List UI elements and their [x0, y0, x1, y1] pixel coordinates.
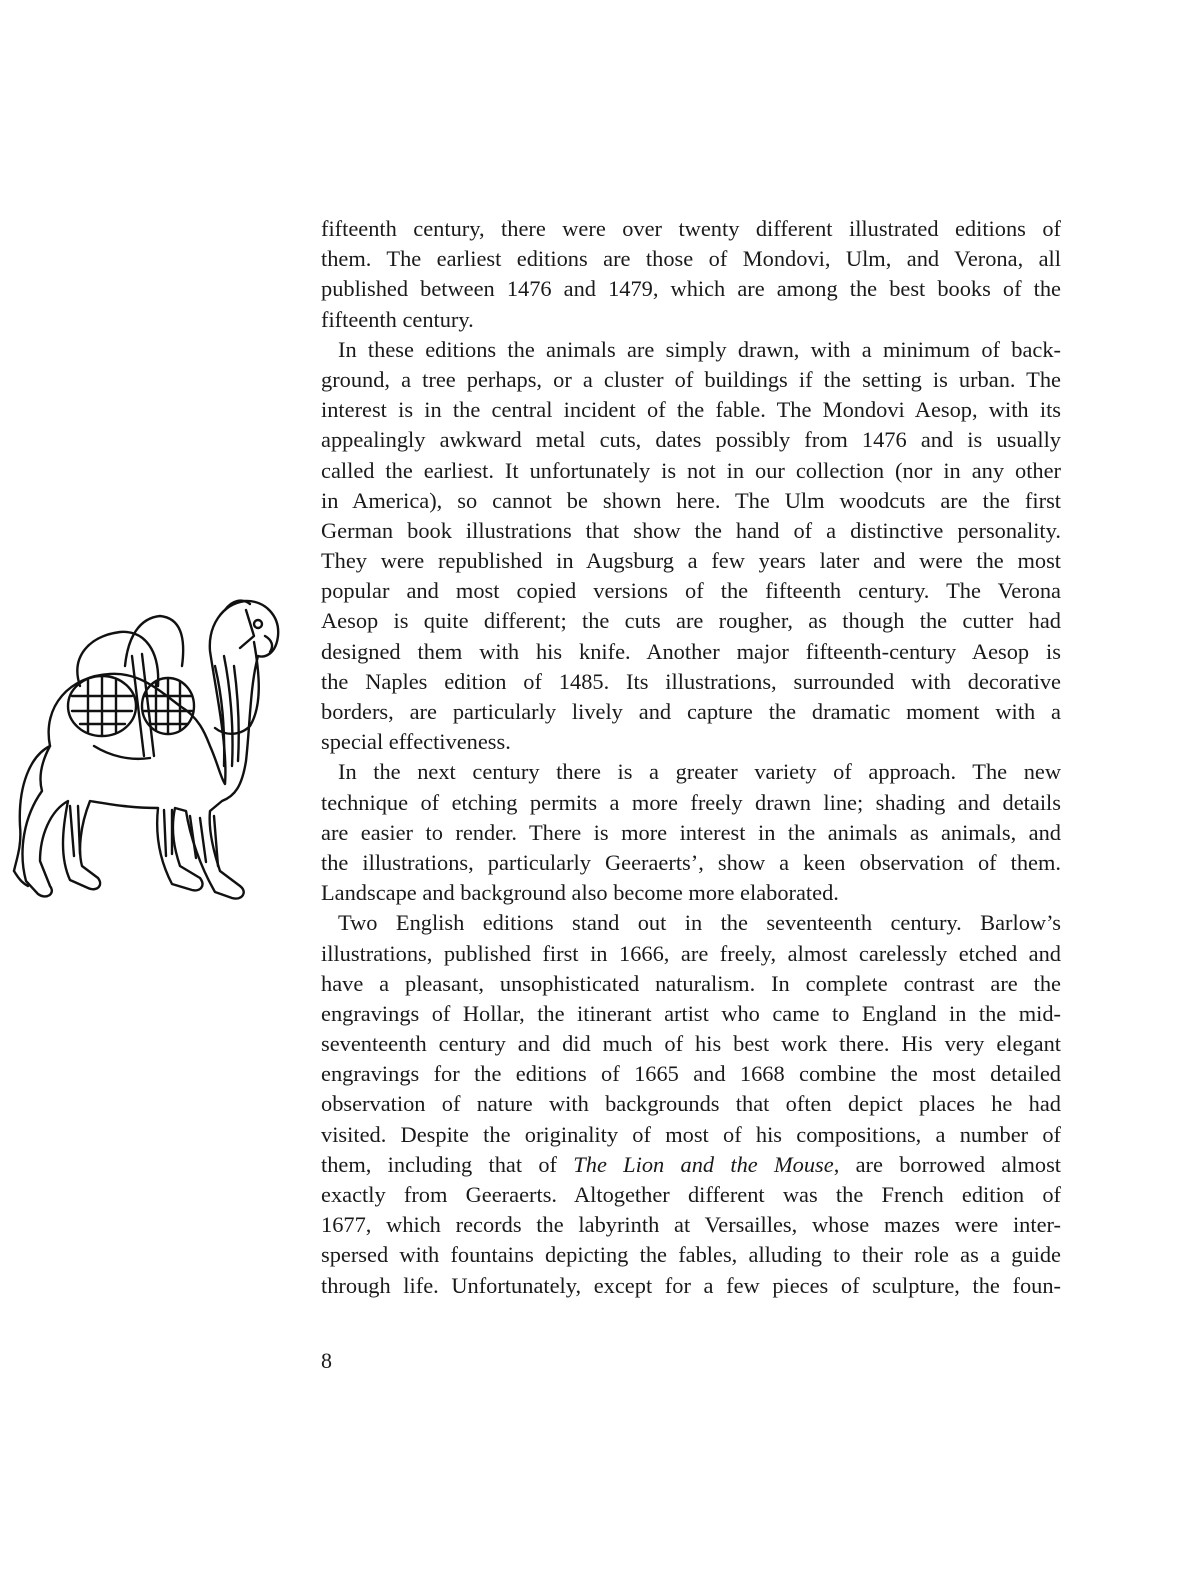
body-line: them. The earliest editions are those of Mondovi, Ulm, and Verona, all — [321, 246, 1061, 272]
body-line-text: , are borrowed almost — [833, 1151, 1061, 1177]
body-line: ground, a tree perhaps, or a cluster of buildings if the setting is urban. The — [321, 366, 1061, 392]
body-line: have a pleasant, unsophisticated naturalism. In complete contrast are the — [321, 970, 1061, 996]
body-line: the Naples edition of 1485. Its illustrations, surrounded with decorative — [321, 668, 1061, 694]
body-line-text: them, including that of — [321, 1151, 574, 1177]
body-line: called the earliest. It unfortunately is not in our collection (nor in any other — [321, 457, 1061, 483]
body-line: Landscape and background also become more elaborated. — [321, 880, 839, 906]
body-line: German book illustrations that show the hand of a distinctive personality. — [321, 517, 1061, 543]
body-line: In these editions the animals are simply drawn, with a minimum of back- — [338, 336, 1061, 362]
body-line: published between 1476 and 1479, which are among the best books of the — [321, 276, 1061, 302]
body-line: They were republished in Augsburg a few years later and were the most — [321, 548, 1061, 574]
body-line: borders, are particularly lively and capture the dramatic moment with a — [321, 699, 1061, 724]
body-line: through life. Unfortunately, except for a few pieces of sculpture, the foun- — [321, 1272, 1061, 1298]
body-line: spersed with fountains depicting the fables, alluding to their role as a guide — [321, 1242, 1061, 1268]
body-line: illustrations, published first in 1666, are freely, almost carelessly etched and — [321, 940, 1061, 966]
body-line: Aesop is quite different; the cuts are rougher, as though the cutter had — [321, 608, 1061, 634]
body-line: designed them with his knife. Another major fifteenth-century Aesop is — [321, 638, 1061, 664]
body-line — [321, 1150, 1061, 1180]
body-line: fifteenth century. — [321, 306, 474, 332]
body-line: seventeenth century and did much of his best work there. His very elegant — [321, 1031, 1061, 1057]
body-line: technique of etching permits a more freely drawn line; shading and details — [321, 789, 1061, 815]
body-text — [321, 214, 1061, 1301]
body-line: visited. Despite the originality of most of his compositions, a number of — [321, 1121, 1061, 1147]
book-title: The Lion and the Mouse — [573, 1151, 834, 1177]
body-line: appealingly awkward metal cuts, dates possibly from 1476 and is usually — [321, 427, 1061, 453]
body-line: interest is in the central incident of the fable. The Mondovi Aesop, with its — [321, 397, 1061, 423]
body-line: fifteenth century, there were over twenty different illustrated editions of — [321, 216, 1061, 241]
body-line: engravings for the editions of 1665 and 1668 combine the most detailed — [321, 1061, 1061, 1087]
body-line: 1677, which records the labyrinth at Versailles, whose mazes were inter- — [321, 1212, 1061, 1238]
body-line: In the next century there is a greater variety of approach. The new — [338, 759, 1061, 785]
body-line: Two English editions stand out in the seventeenth century. Barlow’s — [338, 910, 1061, 936]
body-line: the illustrations, particularly Geeraerts’, show a keen observation of them. — [321, 849, 1061, 875]
body-line: are easier to render. There is more interest in the animals as animals, and — [321, 819, 1061, 845]
body-line: engravings of Hollar, the itinerant artist who came to England in the mid- — [321, 1000, 1061, 1026]
page-number: 8 — [321, 1348, 332, 1373]
body-line: popular and most copied versions of the fifteenth century. The Verona — [321, 578, 1061, 604]
body-line: exactly from Geeraerts. Altogether different was the French edition of — [321, 1182, 1061, 1207]
body-line: special effectiveness. — [321, 729, 511, 755]
camel-woodcut-icon — [10, 596, 296, 912]
body-line: in America), so cannot be shown here. The Ulm woodcuts are the first — [321, 487, 1061, 513]
body-line: observation of nature with backgrounds that often depict places he had — [321, 1091, 1061, 1117]
